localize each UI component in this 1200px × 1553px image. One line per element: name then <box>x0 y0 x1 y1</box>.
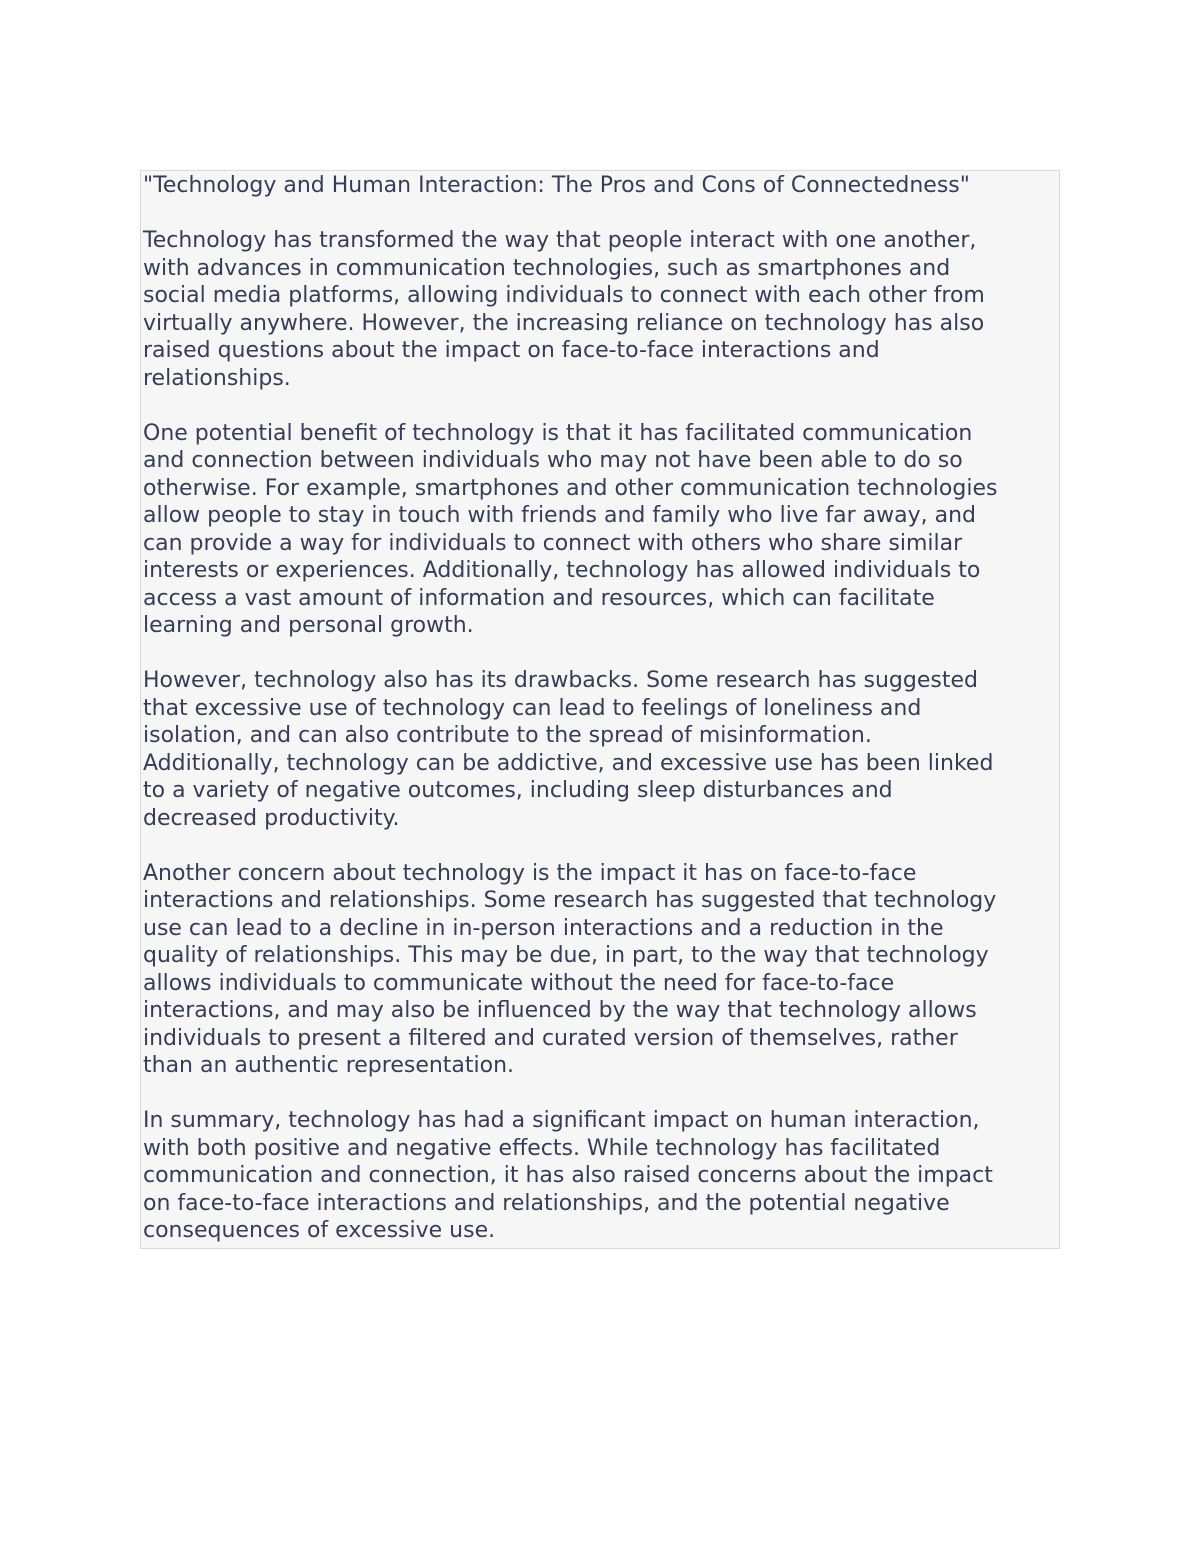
paragraph-summary: In summary, technology has had a significant impact on human interaction, with both positive and negative effects. While technology has facilitated communication and connection, it has also raised concerns about the impact on face-to-face interactions and relationships, and the potential negative consequences of excessive use. <box>143 1108 993 1243</box>
essay-title: "Technology and Human Interaction: The Pros and Cons of Connectedness" <box>143 173 970 198</box>
paragraph-relationships-concern: Another concern about technology is the impact it has on face-to-face interactions and relationships. Some research has suggested that technology use can lead to a decline in in-person interactions and a reduction in the quality of relationships. This may be due, in part, to the way that technology allows individuals to communicate without the need for face-to-face interactions, and may also be influenced by the way that technology allows individuals to present a filtered and curated version of themselves, rather than an authentic representation. <box>143 860 997 1078</box>
essay-text-box <box>140 170 1060 1249</box>
paragraph-benefits: One potential benefit of technology is that it has facilitated communication and connection between individuals who may not have been able to do so otherwise. For example, smartphones and other communication technologies allow people to stay in touch with friends and family who live far away, and can provide a way for individuals to connect with others who share similar interests or experiences. Additionally, technology has allowed individuals to access a vast amount of information and resources, which can facilitate learning and personal growth. <box>143 420 998 638</box>
paragraph-introduction: Technology has transformed the way that people interact with one another, with advances in communication technologies, such as smartphones and social media platforms, allowing individuals to connect with each other from virtually anywhere. However, the increasing reliance on technology has also raised questions about the impact on face-to-face interactions and relationships. <box>143 228 985 391</box>
paragraph-drawbacks: However, technology also has its drawbacks. Some research has suggested that excessive use of technology can lead to feelings of loneliness and isolation, and can also contribute to the spread of misinformation. Additionally, technology can be addictive, and excessive use has been linked to a variety of negative outcomes, including sleep disturbances and decreased productivity. <box>143 668 994 831</box>
